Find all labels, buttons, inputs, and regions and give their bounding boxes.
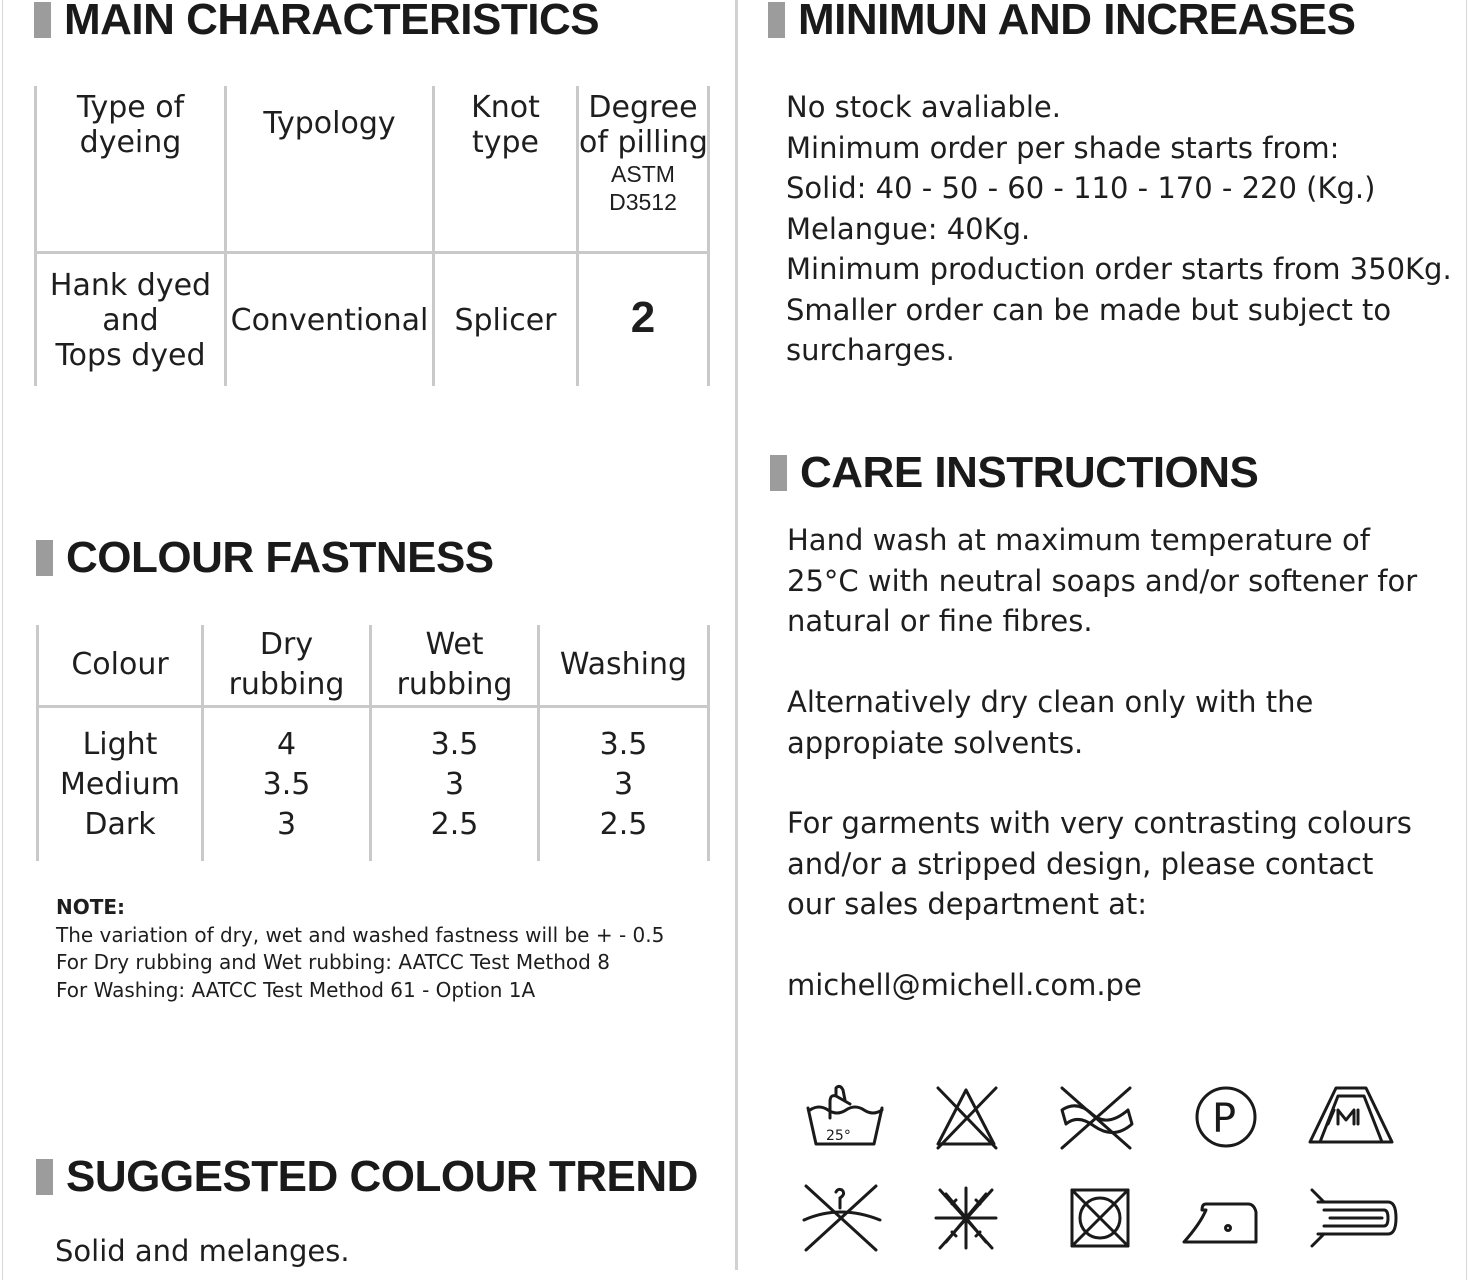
header-washing: Washing xyxy=(539,625,709,707)
colour-fastness-heading: COLOUR FASTNESS xyxy=(66,536,494,580)
cell-pilling: 2 xyxy=(578,253,709,387)
care-symbols xyxy=(800,1080,1410,1260)
text-line: Minimum order per shade starts from: xyxy=(786,130,1340,165)
care-paragraph-2 xyxy=(787,682,1313,763)
note-line: The variation of dry, wet and washed fastness will be + - 0.5 xyxy=(56,922,665,947)
do-not-hang-dry-icon xyxy=(800,1180,895,1255)
header-typology: Typology xyxy=(226,86,434,253)
cell-dyeing: Hank dyed and Tops dyed xyxy=(36,253,226,387)
suggested-trend-text: Solid and melanges. xyxy=(55,1234,350,1268)
note-line: For Washing: AATCC Test Method 61 - Option 1A xyxy=(56,977,536,1002)
colour-fastness-table xyxy=(36,625,710,861)
main-characteristics-table xyxy=(34,86,710,386)
fastness-note xyxy=(56,894,664,1004)
header-wet-rubbing: Wet rubbing xyxy=(371,625,539,707)
header-type-of-dyeing: Type of dyeing xyxy=(36,86,226,253)
care-paragraph-1 xyxy=(787,520,1417,642)
page-edge-right xyxy=(1466,0,1467,1280)
note-line: For Dry rubbing and Wet rubbing: AATCC Test Method 8 xyxy=(56,950,610,974)
cell-colours: Light Medium Dark xyxy=(38,707,203,862)
heading-bar xyxy=(36,1159,53,1195)
column-divider xyxy=(735,0,738,1270)
svg-text:25°: 25° xyxy=(826,1128,851,1144)
heading-bar xyxy=(34,2,51,38)
heading-bar xyxy=(36,540,53,576)
do-not-bleach-icon xyxy=(926,1080,1021,1155)
text-line: Smaller order can be made but subject to xyxy=(786,292,1392,327)
iron-low-icon xyxy=(1178,1180,1273,1255)
care-paragraph-3 xyxy=(787,803,1412,925)
dry-clean-p-icon xyxy=(1178,1080,1273,1155)
do-not-tumble-dry-icon xyxy=(1052,1180,1147,1255)
header-colour: Colour xyxy=(38,625,203,707)
pilling-standard: ASTM D3512 xyxy=(609,161,677,215)
table-row xyxy=(36,253,709,387)
note-title: NOTE: xyxy=(56,895,126,919)
table-row xyxy=(38,707,709,862)
text-line: appropiate solvents. xyxy=(787,725,1084,760)
dry-flat-icon xyxy=(1304,1080,1399,1155)
text-line: and/or a stripped design, please contact xyxy=(787,846,1374,881)
table-header-row xyxy=(38,625,709,707)
suggested-colour-trend-heading: SUGGESTED COLOUR TREND xyxy=(66,1155,698,1199)
cell-dry-values: 4 3.5 3 xyxy=(203,707,371,862)
text-line: For garments with very contrasting colours xyxy=(787,806,1412,840)
do-not-line-dry-shade-icon xyxy=(926,1180,1021,1255)
text-line: Minimum production order starts from 350Kg. xyxy=(786,252,1452,286)
heading-bar xyxy=(768,2,785,38)
ironing-sleeve-icon xyxy=(1304,1180,1399,1255)
text-line: 25°C with neutral soaps and/or softener for xyxy=(787,563,1418,598)
heading-bar xyxy=(770,455,787,491)
text-line: our sales department at: xyxy=(787,887,1148,921)
cell-wet-values: 3.5 3 2.5 xyxy=(371,707,539,862)
header-knot-type: Knot type xyxy=(434,86,578,253)
text-line: No stock avaliable. xyxy=(786,90,1061,124)
minimum-and-increases-heading: MINIMUN AND INCREASES xyxy=(798,0,1355,42)
text-line: Alternatively dry clean only with the xyxy=(787,685,1314,719)
svg-text:P: P xyxy=(1212,1096,1237,1142)
text-line: Melangue: 40Kg. xyxy=(786,211,1031,246)
text-line: Hand wash at maximum temperature of xyxy=(787,523,1370,557)
text-line: surcharges. xyxy=(786,333,955,367)
page-edge-left xyxy=(2,0,3,1280)
table-header-row xyxy=(36,86,709,253)
cell-typology: Conventional xyxy=(226,253,434,387)
cell-knot: Splicer xyxy=(434,253,578,387)
care-instructions-heading: CARE INSTRUCTIONS xyxy=(800,451,1258,495)
header-dry-rubbing: Dry rubbing xyxy=(203,625,371,707)
do-not-wring-icon xyxy=(1052,1080,1147,1155)
text-line: natural or fine fibres. xyxy=(787,604,1093,638)
minimum-order-text xyxy=(786,87,1452,371)
hand-wash-25-icon xyxy=(800,1080,895,1155)
sales-email[interactable]: michell@michell.com.pe xyxy=(787,968,1142,1002)
header-degree-of-pilling: Degree of pilling ASTM D3512 xyxy=(578,86,709,253)
cell-washing-values: 3.5 3 2.5 xyxy=(539,707,709,862)
text-line: Solid: 40 - 50 - 60 - 110 - 170 - 220 (Kg.) xyxy=(786,171,1376,205)
main-characteristics-heading: MAIN CHARACTERISTICS xyxy=(64,0,599,42)
